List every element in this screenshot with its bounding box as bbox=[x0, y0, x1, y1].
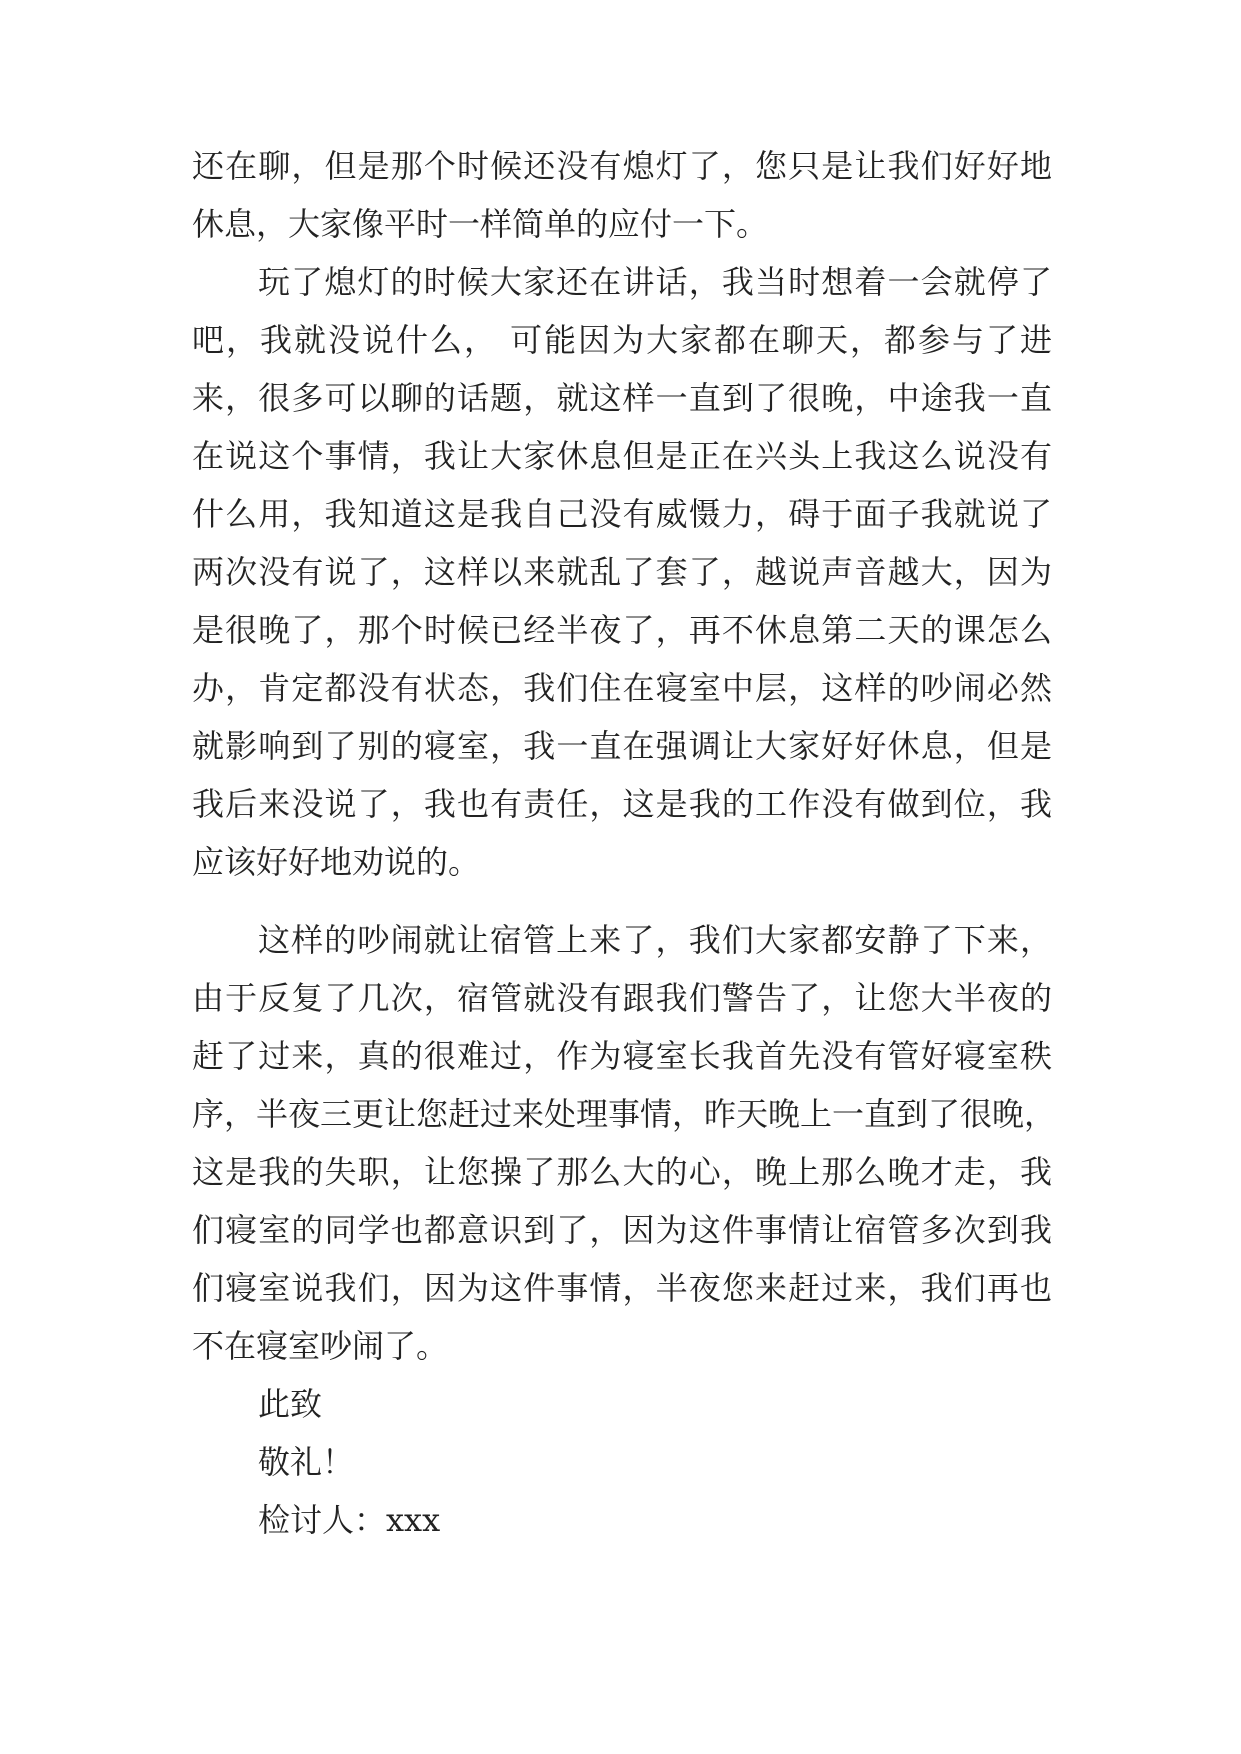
body-line: 这是我的失职，让您操了那么大的心，晚上那么晚才走，我 bbox=[192, 1153, 1052, 1191]
paragraph-start-line: 这样的吵闹就让宿管上来了，我们大家都安静了下来， bbox=[258, 921, 1052, 959]
body-line: 赶了过来，真的很难过，作为寝室长我首先没有管好寝室秩 bbox=[192, 1037, 1052, 1075]
body-line: 休息，大家像平时一样简单的应付一下。 bbox=[192, 205, 769, 243]
body-line: 两次没有说了，这样以来就乱了套了，越说声音越大，因为 bbox=[192, 553, 1052, 591]
body-line: 还在聊，但是那个时候还没有熄灯了，您只是让我们好好地 bbox=[192, 147, 1052, 185]
body-line: 什么用，我知道这是我自己没有威慑力，碍于面子我就说了 bbox=[192, 495, 1052, 533]
body-line: 由于反复了几次，宿管就没有跟我们警告了，让您大半夜的 bbox=[192, 979, 1052, 1017]
closing-regards: 敬礼！ bbox=[258, 1443, 355, 1481]
body-line: 序，半夜三更让您赶过来处理事情，昨天晚上一直到了很晚， bbox=[192, 1095, 1057, 1133]
body-line: 在说这个事情，我让大家休息但是正在兴头上我这么说没有 bbox=[192, 437, 1052, 475]
body-line: 们寝室的同学也都意识到了，因为这件事情让宿管多次到我 bbox=[192, 1211, 1052, 1249]
signature-line: 检讨人：xxx bbox=[258, 1501, 441, 1539]
body-line: 们寝室说我们，因为这件事情，半夜您来赶过来，我们再也 bbox=[192, 1269, 1052, 1307]
body-line: 我后来没说了，我也有责任，这是我的工作没有做到位，我 bbox=[192, 785, 1052, 823]
body-line: 应该好好地劝说的。 bbox=[192, 843, 481, 881]
closing-salutation: 此致 bbox=[258, 1385, 323, 1423]
paragraph-start-line: 玩了熄灯的时候大家还在讲话，我当时想着一会就停了 bbox=[258, 263, 1052, 301]
body-line: 是很晚了，那个时候已经半夜了，再不休息第二天的课怎么 bbox=[192, 611, 1052, 649]
body-line: 来，很多可以聊的话题，就这样一直到了很晚，中途我一直 bbox=[192, 379, 1052, 417]
body-line: 就影响到了别的寝室，我一直在强调让大家好好休息，但是 bbox=[192, 727, 1052, 765]
body-line: 吧，我就没说什么， 可能因为大家都在聊天，都参与了进 bbox=[192, 321, 1052, 359]
body-line: 办，肯定都没有状态，我们住在寝室中层，这样的吵闹必然 bbox=[192, 669, 1052, 707]
body-line: 不在寝室吵闹了。 bbox=[192, 1327, 449, 1365]
